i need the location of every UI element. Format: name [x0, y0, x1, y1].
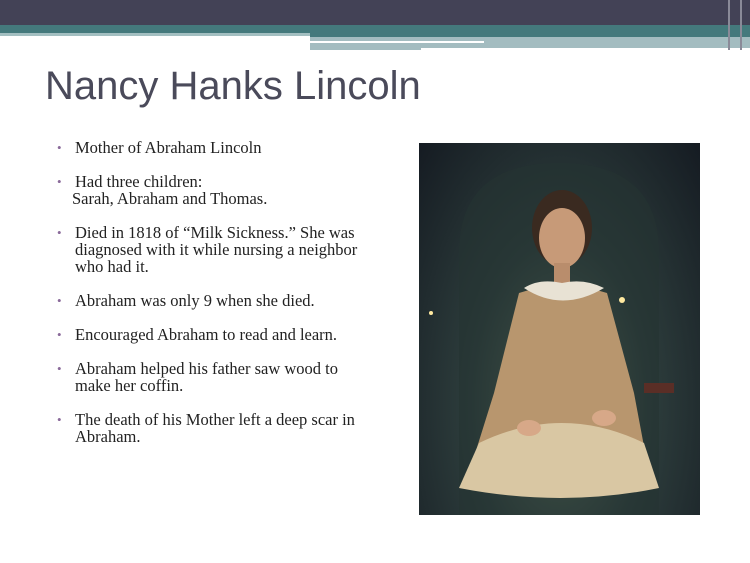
bullet-item: [57, 360, 377, 394]
header-accent-bar: [0, 25, 750, 33]
header-accent-line: [0, 33, 310, 36]
bullet-icon: •: [57, 361, 62, 376]
bullet-icon: •: [57, 412, 62, 427]
header-bar: [0, 0, 750, 25]
header-accent-gap-2: [421, 48, 750, 51]
bullet-icon: •: [57, 140, 62, 155]
bullet-subtext: Sarah, Abraham and Thomas.: [72, 189, 268, 208]
bullet-item: [57, 224, 377, 275]
bullet-item: [57, 173, 377, 207]
bullet-icon: •: [57, 327, 62, 342]
bullet-list: [57, 139, 377, 462]
header-accent-gap: [310, 41, 484, 43]
bullet-text: Abraham helped his father saw wood to make her coffin.: [75, 359, 339, 395]
bullet-icon: •: [57, 174, 62, 189]
slide-title: Nancy Hanks Lincoln: [45, 64, 421, 108]
bullet-text: The death of his Mother left a deep scar in Abraham.: [75, 410, 355, 446]
bullet-item: [57, 139, 377, 156]
bullet-text: Had three children:: [75, 172, 203, 191]
portrait-figure: [419, 143, 700, 515]
bullet-item: [57, 292, 377, 309]
header-edge-line: [740, 0, 742, 50]
bullet-text: Encouraged Abraham to read and learn.: [75, 325, 338, 344]
bullet-icon: •: [57, 293, 62, 308]
bullet-text: Died in 1818 of “Milk Sickness.” She was diagnosed with it while nursing a neighbor who had it.: [75, 223, 358, 276]
portrait-painting: [419, 143, 700, 515]
bullet-text: Mother of Abraham Lincoln: [75, 138, 262, 157]
header-edge-line: [728, 0, 730, 50]
bullet-text: Abraham was only 9 when she died.: [75, 291, 315, 310]
bullet-icon: •: [57, 225, 62, 240]
bullet-item: [57, 326, 377, 343]
bullet-item: [57, 411, 377, 445]
